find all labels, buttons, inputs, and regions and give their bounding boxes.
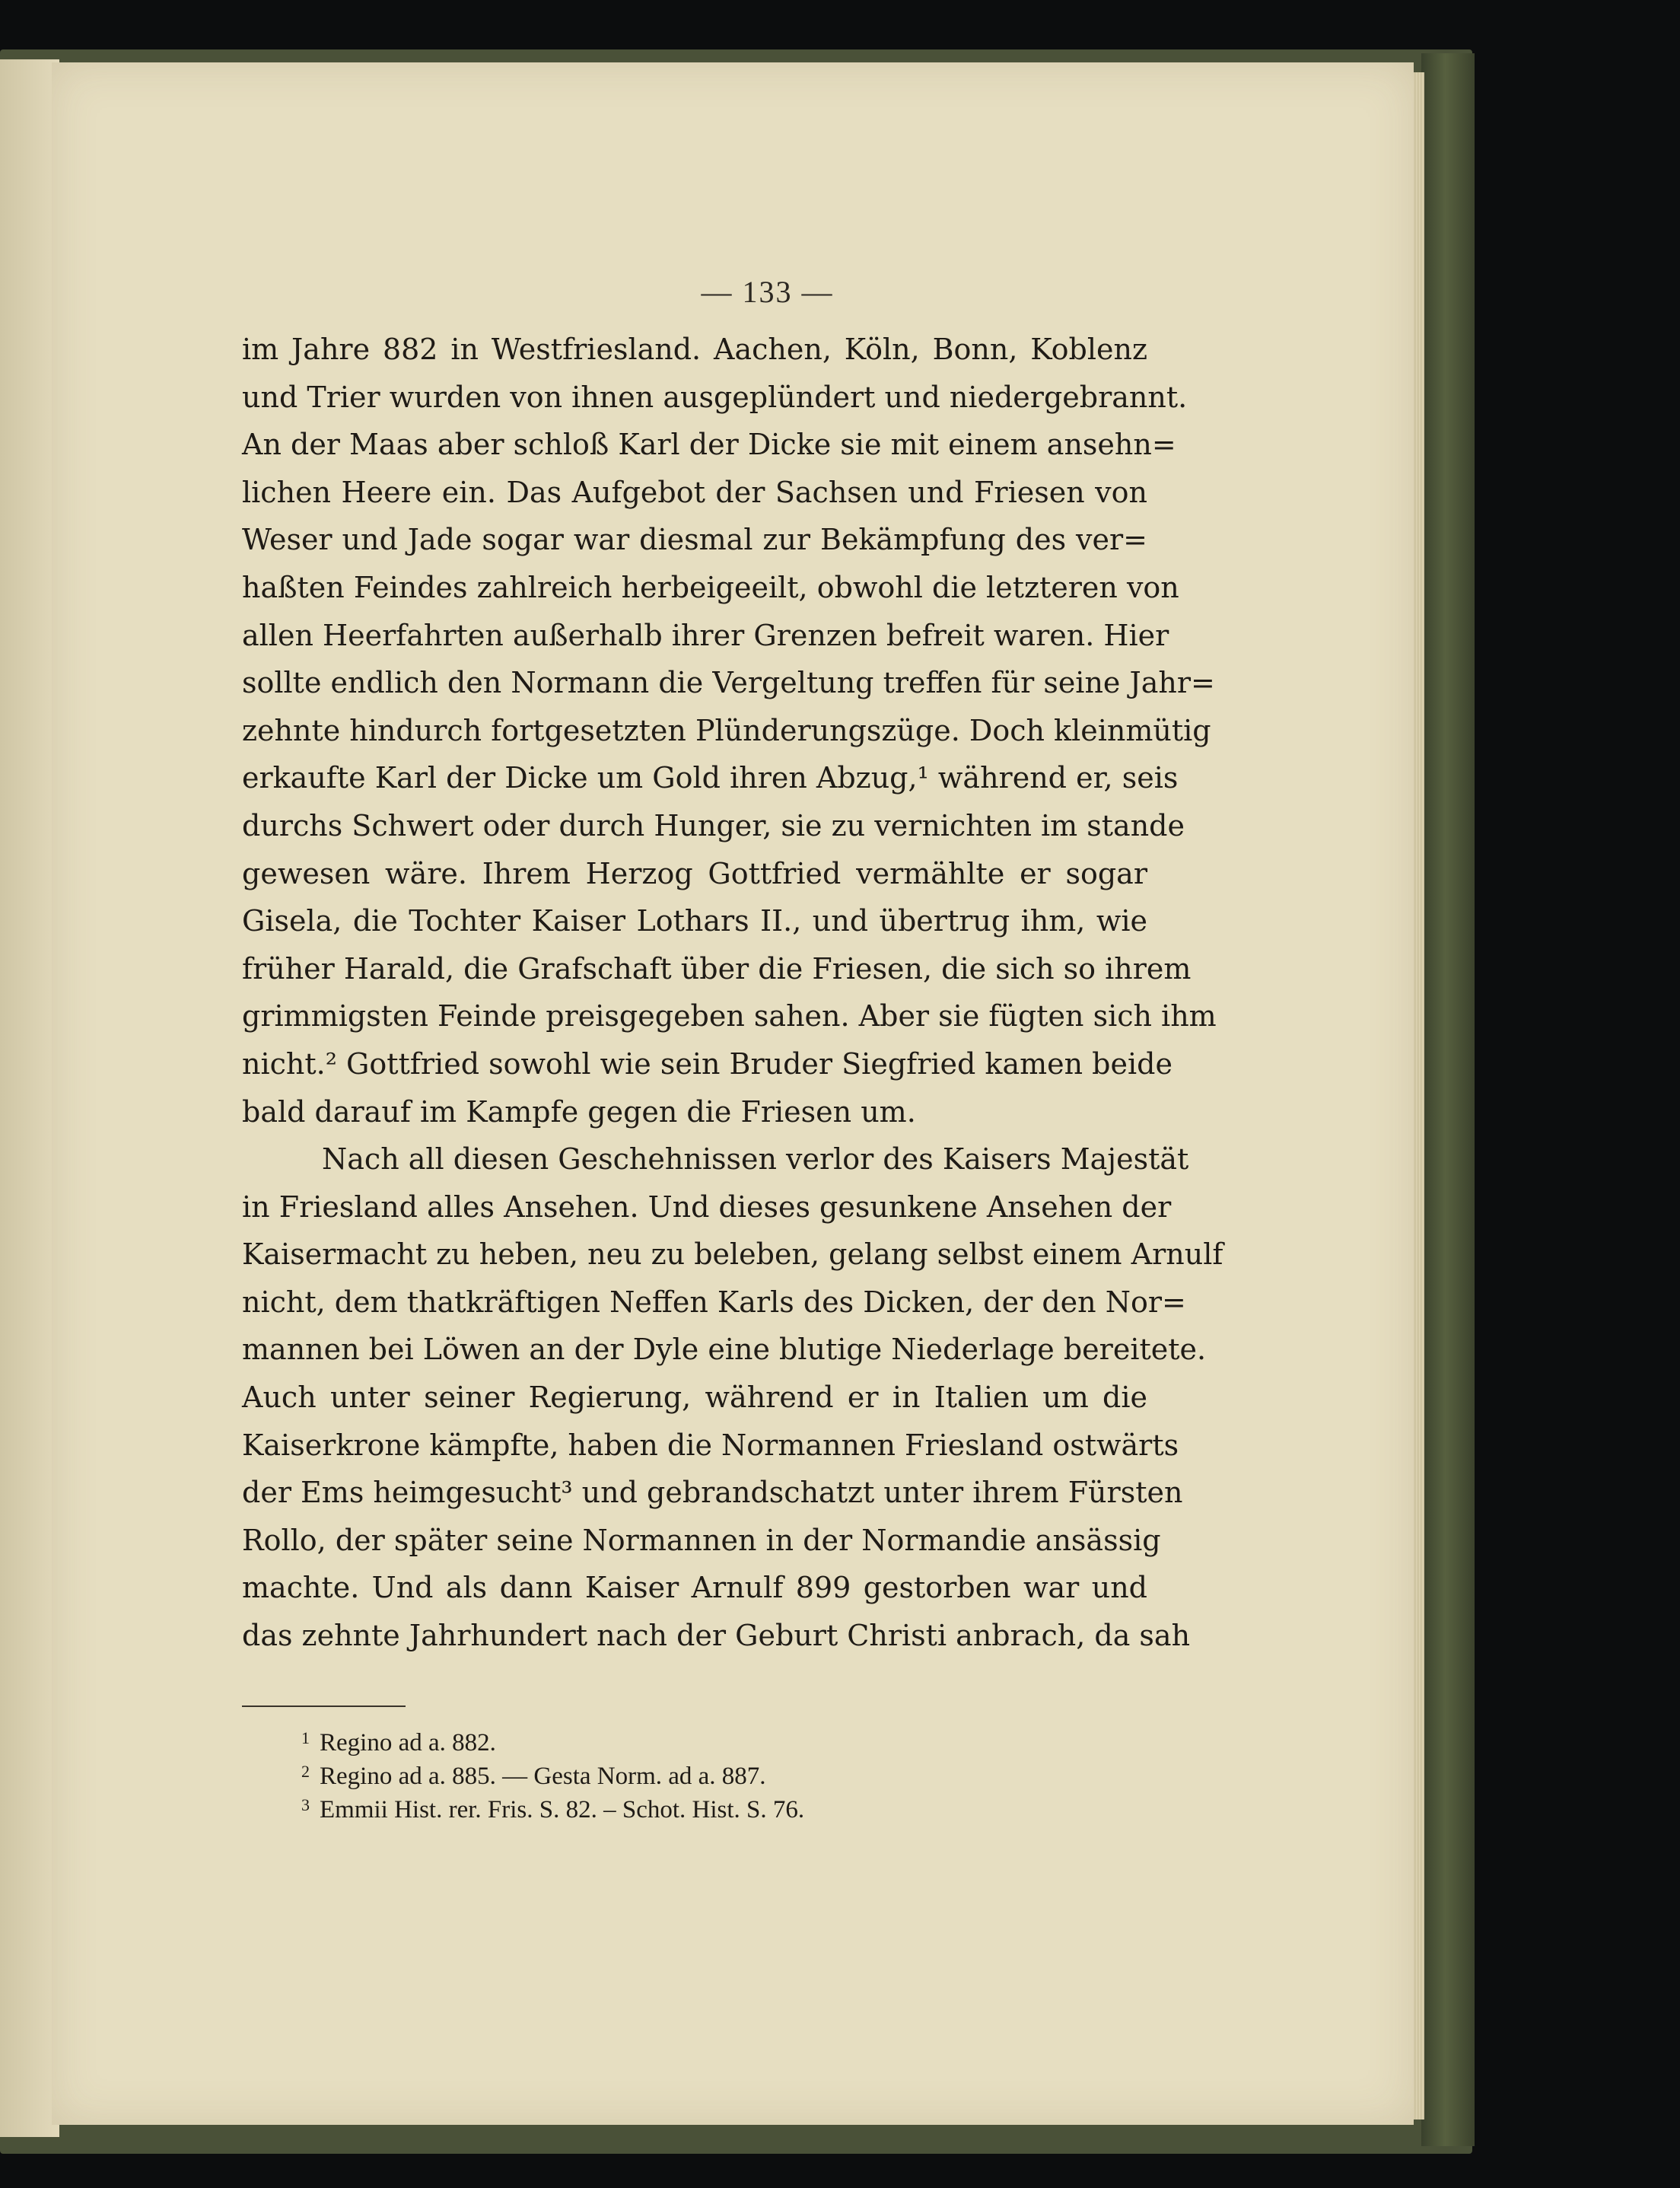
text-line: bald darauf im Kampfe gegen die Friesen um. (242, 1094, 916, 1129)
footnote-mark: 3 (301, 1795, 310, 1814)
text-line: zehnte hindurch fortgesetzten Plünderungszüge. Doch kleinmütig (242, 713, 1211, 747)
text-line: Nach all diesen Geschehnissen verlor des Kaisers Majestät (322, 1142, 1189, 1177)
text-line: Weser und Jade sogar war diesmal zur Bekämpfung des ver= (242, 523, 1147, 557)
text-line: Kaisermacht zu heben, neu zu beleben, gelang selbst einem Arnulf (242, 1237, 1223, 1272)
previous-page-edge (0, 59, 59, 2137)
footnote-mark: 1 (301, 1728, 310, 1747)
text-line: in Friesland alles Ansehen. Und dieses gesunkene Ansehen der (242, 1190, 1172, 1224)
text-line: sollte endlich den Normann die Vergeltung treffen für seine Jahr= (242, 666, 1215, 700)
cover-edge (1421, 53, 1475, 2146)
footnote (301, 1793, 1157, 1827)
text-line: haßten Feindes zahlreich herbeigeeilt, obwohl die letzteren von (242, 570, 1179, 604)
text-line: nicht.² Gottfried sowohl wie sein Bruder Siegfried kamen beide (242, 1046, 1172, 1081)
text-line: machte. Und als dann Kaiser Arnulf 899 gestorben war und (242, 1571, 1147, 1605)
page-number: — 133 — (701, 275, 834, 309)
footnote-text: Regino ad a. 882. (320, 1729, 496, 1756)
text-line: durchs Schwert oder durch Hunger, sie zu vernichten im stande (242, 808, 1185, 842)
footnote (301, 1726, 1157, 1760)
text-line: und Trier wurden von ihnen ausgeplündert und niedergebrannt. (242, 380, 1188, 414)
text-line: allen Heerfahrten außerhalb ihrer Grenzen befreit waren. Hier (242, 618, 1169, 652)
text-line: im Jahre 882 in Westfriesland. Aachen, Köln, Bonn, Koblenz (242, 333, 1147, 366)
footnote-divider (242, 1705, 406, 1707)
footnote-mark: 2 (301, 1762, 310, 1781)
text-line: grimmigsten Feinde preisgegeben sahen. Aber sie fügten sich ihm (242, 999, 1217, 1033)
footnote-text: Regino ad a. 885. — Gesta Norm. ad a. 887. (320, 1763, 766, 1790)
text-line: Kaiserkrone kämpfte, haben die Normannen Friesland ostwärts (242, 1428, 1179, 1462)
text-line: der Ems heimgesucht³ und gebrandschatzt unter ihrem Fürsten (242, 1476, 1183, 1510)
body-text (242, 326, 1223, 1660)
footnotes (301, 1726, 1157, 1827)
text-line: gewesen wäre. Ihrem Herzog Gottfried vermählte er sogar (242, 856, 1147, 890)
footnote-text: Emmii Hist. rer. Fris. S. 82. – Schot. Hist. S. 76. (320, 1796, 805, 1823)
text-line: An der Maas aber schloß Karl der Dicke sie mit einem ansehn= (242, 428, 1176, 462)
text-line: Rollo, der später seine Normannen in der Normandie ansässig (242, 1523, 1161, 1557)
text-line: das zehnte Jahrhundert nach der Geburt Christi anbrach, da sah (242, 1619, 1191, 1653)
text-line: lichen Heere ein. Das Aufgebot der Sachsen und Friesen von (242, 475, 1147, 509)
text-line: mannen bei Löwen an der Dyle eine blutige Niederlage bereitete. (242, 1333, 1207, 1367)
text-line: Auch unter seiner Regierung, während er in Italien um die (242, 1381, 1147, 1415)
text-line: nicht, dem thatkräftigen Neffen Karls des Dicken, der den Nor= (242, 1285, 1186, 1319)
text-line: Gisela, die Tochter Kaiser Lothars II., und übertrug ihm, wie (242, 904, 1147, 938)
text-line: erkaufte Karl der Dicke um Gold ihren Abzug,¹ während er, seis (242, 761, 1179, 795)
text-line: früher Harald, die Grafschaft über die Friesen, die sich so ihrem (242, 951, 1192, 986)
footnote (301, 1760, 1157, 1793)
